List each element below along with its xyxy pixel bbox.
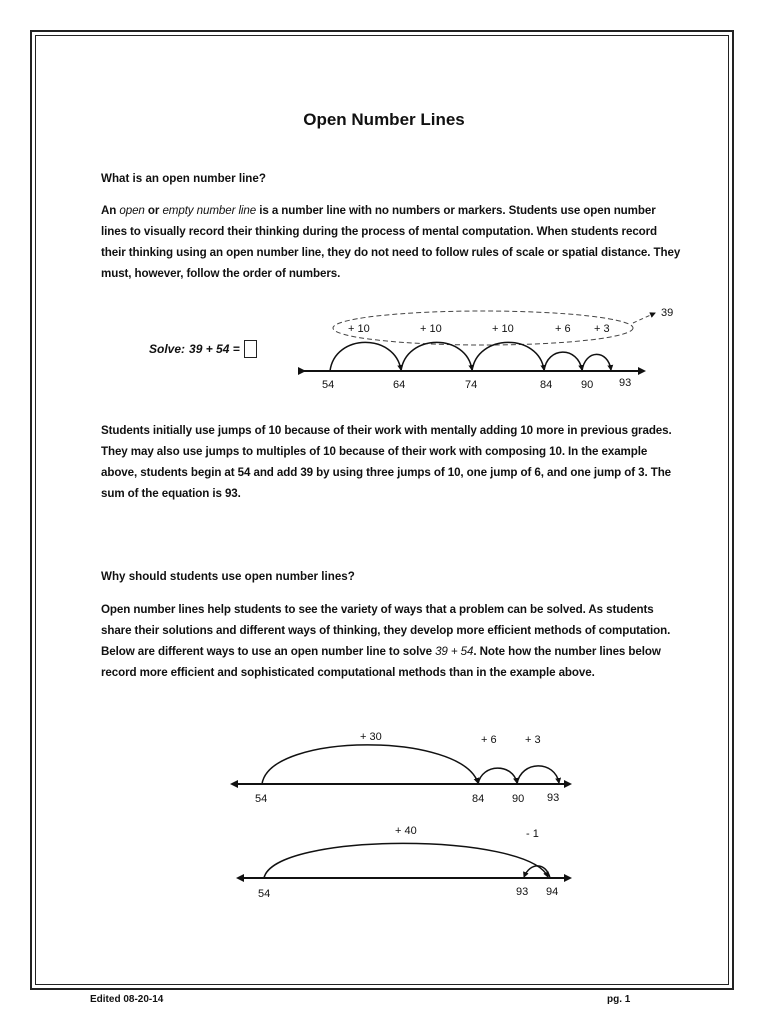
example2-right-arrow xyxy=(564,780,572,788)
example2-point-label: 93 xyxy=(547,792,560,804)
example2-jump-3 xyxy=(517,766,559,784)
example3-jump-label: + 40 xyxy=(395,825,417,837)
jumps-explanation-paragraph: Students initially use jumps of 10 because of their work with mentally adding 10 more in previous grades. They may also use jumps to multiples of 10 because of their work with composing 10. In the example above, students begin at 54 and add 39 by using three jumps of 10, one jump of 6, and one jump of 3. The sum of the equation is 93. xyxy=(101,424,672,500)
solve-expression: 39 + 54 = xyxy=(189,342,240,356)
example2-left-arrow xyxy=(230,780,238,788)
example3-right-arrow xyxy=(564,874,572,882)
example1-right-arrow xyxy=(638,367,646,375)
section-heading-what: What is an open number line? xyxy=(101,172,266,185)
example1-point-label: 93 xyxy=(619,377,632,389)
example3-point-label: 93 xyxy=(516,886,529,898)
example1-jump-label: + 10 xyxy=(492,323,514,335)
example1-point-label: 84 xyxy=(540,379,553,391)
example1-jump-2 xyxy=(401,342,472,371)
example1-jump-4 xyxy=(544,352,582,371)
example3-jump-1 xyxy=(264,843,548,878)
example1-point-label: 54 xyxy=(322,379,335,391)
example2-jump-2 xyxy=(478,768,517,784)
page-title: Open Number Lines xyxy=(303,110,465,129)
example2-point-label: 54 xyxy=(255,793,268,805)
example1-point-label: 90 xyxy=(581,379,594,391)
example3-point-label: 94 xyxy=(546,886,559,898)
example2-jump-label: + 6 xyxy=(481,734,497,746)
example1-jump-label: + 10 xyxy=(348,323,370,335)
footer-edited-date: Edited 08-20-14 xyxy=(90,994,164,1005)
example2-number-line xyxy=(230,731,572,805)
example1-number-line xyxy=(298,307,673,391)
footer-page-number: pg. 1 xyxy=(607,994,631,1005)
example2-jump-label: + 30 xyxy=(360,731,382,743)
example2-jump-1 xyxy=(262,745,478,784)
example2-point-label: 90 xyxy=(512,793,525,805)
inline-equation: 39 + 54 xyxy=(435,645,474,658)
example1-jump-5 xyxy=(582,354,611,371)
example2-jump-label: + 3 xyxy=(525,734,541,746)
example3-point-label: 54 xyxy=(258,888,271,900)
example3-jump-2 xyxy=(524,866,550,878)
why-paragraph: Open number lines help students to see the variety of ways that a problem can be solved. As students share their solutions and different ways of thinking, they develop more efficient methods of computation. Below are different ways to use an open number line to solve 39 + 54. Note how the number lines below record more efficient and sophisticated computational methods than in the example above. xyxy=(101,603,671,679)
example1-jump-label: + 10 xyxy=(420,323,442,335)
example1-total-label: 39 xyxy=(661,307,674,319)
example1-left-arrow xyxy=(298,367,306,375)
example3-number-line xyxy=(236,825,572,900)
section-heading-why: Why should students use open number lines? xyxy=(101,570,355,583)
example2-point-label: 84 xyxy=(472,793,485,805)
example3-left-arrow xyxy=(236,874,244,882)
example1-total-arrow xyxy=(633,313,655,323)
example1-dashed-oval xyxy=(333,311,633,345)
example1-jump-1 xyxy=(330,342,401,371)
example1-point-label: 64 xyxy=(393,379,406,391)
open-word: open xyxy=(119,204,145,217)
example1-point-label: 74 xyxy=(465,379,478,391)
empty-number-line-phrase: empty number line xyxy=(162,204,257,217)
example1-jump-label: + 6 xyxy=(555,323,571,335)
definition-paragraph: An open or empty number line is a number line with no numbers or markers. Students use open number lines to visually record their thinking during the process of mental computation. When students record their thinking using an open number line, they do not need to follow rules of scale or spatial distance. They must, however, follow the order of numbers. xyxy=(101,204,681,280)
solve-label: Solve: xyxy=(149,342,186,356)
example3-jump-label: - 1 xyxy=(526,828,539,840)
example1-jump-3 xyxy=(472,342,544,371)
example1-jump-label: + 3 xyxy=(594,323,610,335)
